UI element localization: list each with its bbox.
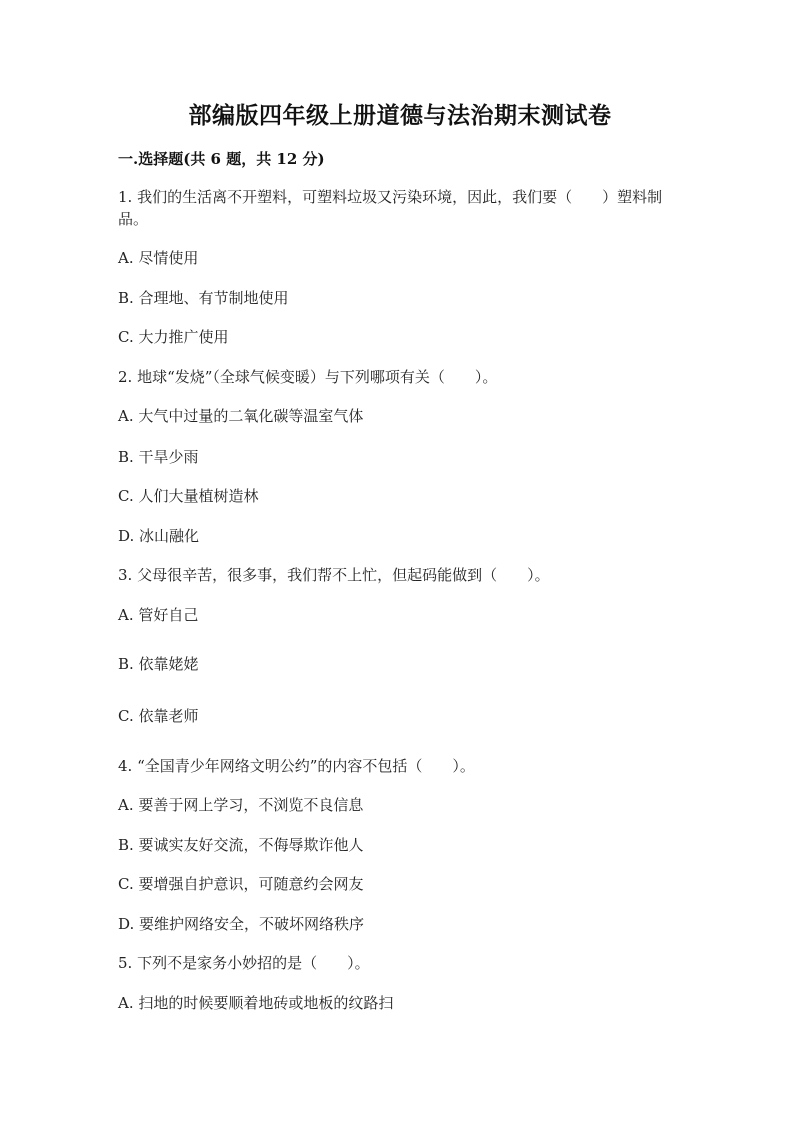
question-4-option-c: C. 要增强自护意识，可随意约会网友 <box>118 875 364 893</box>
question-1-stem: 1. 我们的生活离不开塑料，可塑料垃圾又污染环境，因此，我们要（ ）塑料制品。 <box>118 188 663 228</box>
section-heading: 一.选择题(共 6 题，共 12 分) <box>118 150 325 168</box>
question-5-option-a: A. 扫地的时候要顺着地砖或地板的纹路扫 <box>118 994 394 1012</box>
question-1-option-a: A. 尽情使用 <box>118 249 199 267</box>
question-3-option-a: A. 管好自己 <box>118 606 199 624</box>
question-2-stem: 2. 地球“发烧”（全球气候变暖）与下列哪项有关（ ）。 <box>118 368 498 386</box>
question-4-option-a: A. 要善于网上学习，不浏览不良信息 <box>118 796 364 814</box>
document-title: 部编版四年级上册道德与法治期末测试卷 <box>188 102 612 129</box>
question-5-stem: 5. 下列不是家务小妙招的是（ ）。 <box>118 954 370 972</box>
question-3-option-c: C. 依靠老师 <box>118 707 199 725</box>
question-2-option-c: C. 人们大量植树造林 <box>118 487 259 505</box>
question-2-option-d: D. 冰山融化 <box>118 527 200 545</box>
question-2-option-b: B. 干旱少雨 <box>118 448 199 466</box>
question-3-option-b: B. 依靠姥姥 <box>118 655 199 673</box>
question-1-option-b: B. 合理地、有节制地使用 <box>118 289 289 307</box>
question-2-option-a: A. 大气中过量的二氧化碳等温室气体 <box>118 407 364 425</box>
question-4-stem: 4. “全国青少年网络文明公约”的内容不包括（ ）。 <box>118 757 475 775</box>
question-4-option-b: B. 要诚实友好交流，不侮辱欺诈他人 <box>118 836 364 854</box>
question-3-stem: 3. 父母很辛苦，很多事，我们帮不上忙，但起码能做到（ ）。 <box>118 566 550 584</box>
question-4-option-d: D. 要维护网络安全，不破坏网络秩序 <box>118 915 365 933</box>
question-1-option-c: C. 大力推广使用 <box>118 328 229 346</box>
